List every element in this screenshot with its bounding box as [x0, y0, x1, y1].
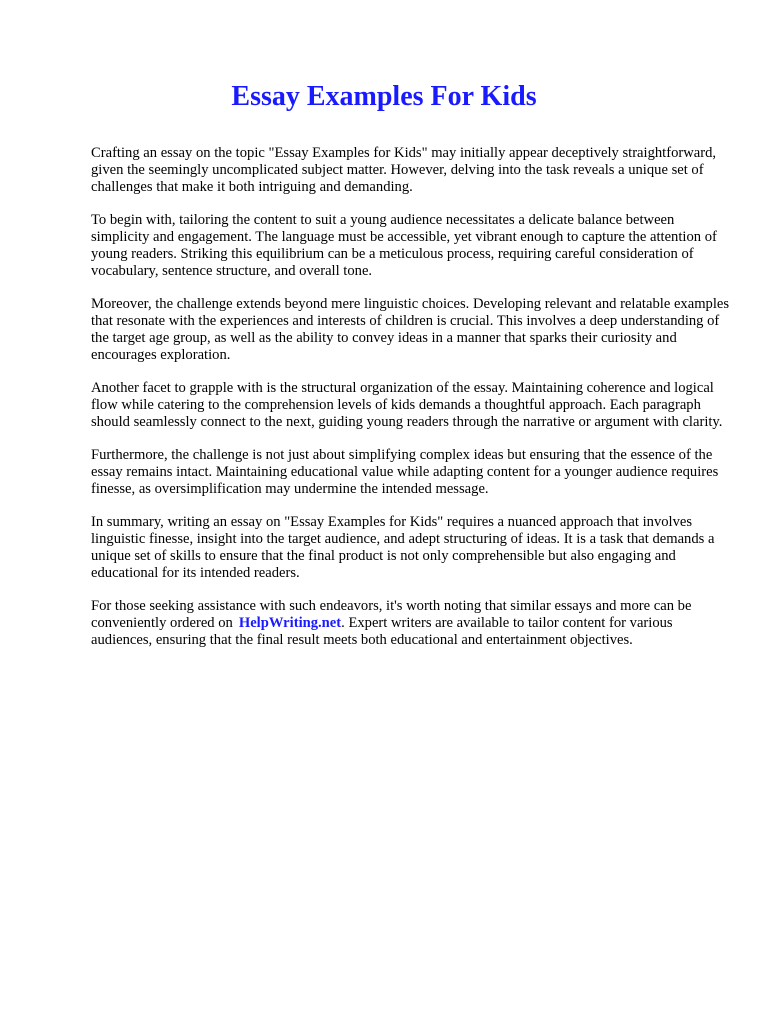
essay-paragraph-4: Another facet to grapple with is the structural organization of the essay. Maintaining coherence and logical flow while catering to the comprehension levels of kids demands a thoughtful approach. Each paragraph should seamlessly connect to the next, guiding young readers through the narrative or argument with clarity.	[91, 380, 723, 430]
essay-paragraph-2: To begin with, tailoring the content to suit a young audience necessitates a delicate balance between simplicity and engagement. The language must be accessible, yet vibrant enough to capture the attention of young readers. Striking this equilibrium can be a meticulous process, requiring careful consideration of vocabulary, sentence structure, and overall tone.	[91, 212, 717, 279]
page-title: Essay Examples For Kids	[231, 81, 537, 112]
essay-paragraph-6: In summary, writing an essay on "Essay Examples for Kids" requires a nuanced approach that involves linguistic finesse, insight into the target audience, and adept structuring of ideas. It is a task that demands a unique set of skills to ensure that the final product is not only comprehensible but also engaging and educational for its intended readers.	[91, 514, 715, 581]
closing-text-before-link: For those seeking assistance with such endeavors, it's worth noting that similar essays and more can be conveniently ordered on	[91, 598, 692, 631]
essay-body	[91, 145, 731, 665]
essay-paragraph-5: Furthermore, the challenge is not just about simplifying complex ideas but ensuring that the essence of the essay remains intact. Maintaining educational value while adapting content for a younger audience requires finesse, as oversimplification may undermine the intended message.	[91, 447, 719, 497]
closing-text-after-link: . Expert writers are available to tailor content for various audiences, ensuring that the final result meets both educational and entertainment objectives.	[91, 615, 673, 648]
essay-paragraph-3: Moreover, the challenge extends beyond mere linguistic choices. Developing relevant and relatable examples that resonate with the experiences and interests of children is crucial. This involves a deep understanding of the target age group, as well as the ability to convey ideas in a manner that sparks their curiosity and encourages exploration.	[91, 296, 730, 363]
essay-paragraph-1: Crafting an essay on the topic "Essay Examples for Kids" may initially appear deceptively straightforward, given the seemingly uncomplicated subject matter. However, delving into the task reveals a unique set of challenges that make it both intriguing and demanding.	[91, 145, 717, 195]
helpwriting-link[interactable]: HelpWriting.net	[238, 615, 342, 631]
closing-paragraph	[91, 598, 731, 649]
